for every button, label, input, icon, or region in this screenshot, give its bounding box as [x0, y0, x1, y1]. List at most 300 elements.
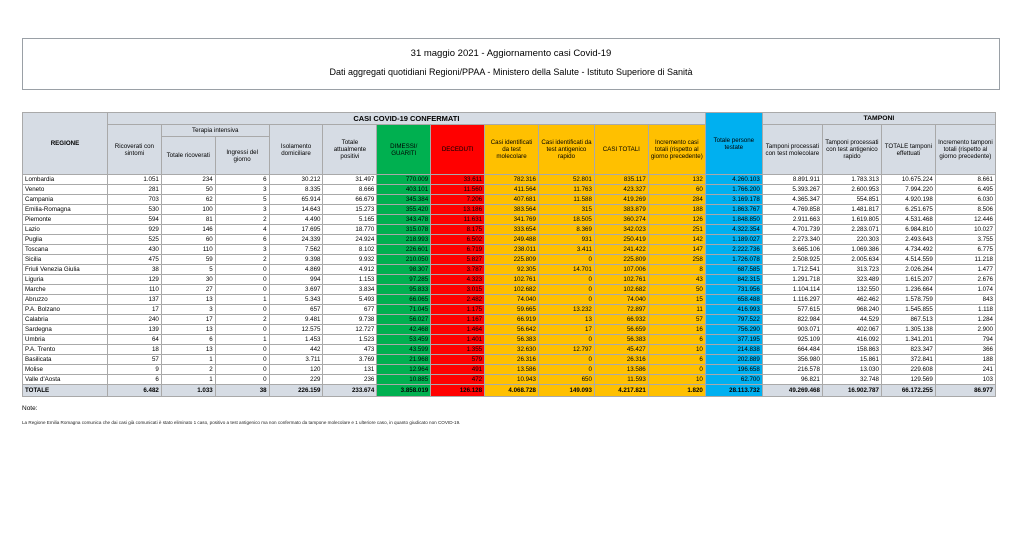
value-cell: 579: [431, 355, 485, 365]
value-cell: 6: [648, 355, 705, 365]
value-cell: 12.575: [269, 325, 323, 335]
value-cell: 360.274: [594, 215, 648, 225]
report-title-box: [22, 38, 1000, 90]
value-cell: 0: [215, 375, 269, 385]
value-cell: 53.459: [377, 335, 431, 345]
value-cell: 30: [161, 275, 215, 285]
table-row: [23, 235, 996, 245]
value-cell: 835.117: [594, 175, 648, 185]
table-row: [23, 285, 996, 295]
value-cell: 95.833: [377, 285, 431, 295]
value-cell: 49.269.468: [762, 385, 822, 397]
region-name-cell: Marche: [23, 285, 108, 295]
value-cell: 28.113.732: [705, 385, 762, 397]
table-row: [23, 205, 996, 215]
value-cell: 4.322.354: [705, 225, 762, 235]
value-cell: 4.920.198: [881, 195, 935, 205]
value-cell: 240: [107, 315, 161, 325]
value-cell: 1.074: [935, 285, 995, 295]
value-cell: 50: [161, 185, 215, 195]
value-cell: 6: [107, 375, 161, 385]
value-cell: 416.092: [822, 335, 881, 345]
value-cell: 3.665.106: [762, 245, 822, 255]
header-totale-tamponi: TOTALE tamponi effettuati: [881, 125, 935, 175]
value-cell: 416.993: [705, 305, 762, 315]
value-cell: 5: [161, 265, 215, 275]
region-name-cell: Valle d'Aosta: [23, 375, 108, 385]
value-cell: 216.578: [762, 365, 822, 375]
value-cell: 13.586: [594, 365, 648, 375]
covid-table-wrap: [22, 112, 996, 397]
value-cell: 102.682: [594, 285, 648, 295]
value-cell: 26.316: [485, 355, 539, 365]
value-cell: 56.659: [594, 325, 648, 335]
value-cell: 100: [161, 205, 215, 215]
value-cell: 188: [935, 355, 995, 365]
value-cell: 52.801: [538, 175, 594, 185]
table-row: [23, 195, 996, 205]
value-cell: 1.051: [107, 175, 161, 185]
value-cell: 43: [648, 275, 705, 285]
value-cell: 0: [215, 325, 269, 335]
value-cell: 13: [538, 315, 594, 325]
region-name-cell: Sardegna: [23, 325, 108, 335]
value-cell: 650: [538, 375, 594, 385]
value-cell: 4.701.739: [762, 225, 822, 235]
header-dimessi-guariti: DIMESSI/ GUARITI: [377, 125, 431, 175]
value-cell: 4.217.821: [594, 385, 648, 397]
value-cell: 32.630: [485, 345, 539, 355]
value-cell: 2.222.736: [705, 245, 762, 255]
covid-data-table: [22, 112, 996, 397]
value-cell: 202.889: [705, 355, 762, 365]
value-cell: 356.980: [762, 355, 822, 365]
header-casi-totali: CASI TOTALI: [594, 125, 648, 175]
value-cell: 4.769.858: [762, 205, 822, 215]
value-cell: 2.900: [935, 325, 995, 335]
value-cell: 2.600.953: [822, 185, 881, 195]
value-cell: 0: [215, 305, 269, 315]
value-cell: 11.218: [935, 255, 995, 265]
table-row: [23, 175, 996, 185]
value-cell: 867.513: [881, 315, 935, 325]
value-cell: 3: [215, 185, 269, 195]
value-cell: 0: [538, 335, 594, 345]
value-cell: 226.601: [377, 245, 431, 255]
value-cell: 6.251.675: [881, 205, 935, 215]
value-cell: 423.327: [594, 185, 648, 195]
value-cell: 0: [538, 285, 594, 295]
value-cell: 794: [935, 335, 995, 345]
table-row: [23, 355, 996, 365]
value-cell: 4.490: [269, 215, 323, 225]
value-cell: 13: [161, 345, 215, 355]
value-cell: 15.861: [822, 355, 881, 365]
value-cell: 249.488: [485, 235, 539, 245]
value-cell: 1.305.138: [881, 325, 935, 335]
value-cell: 1.033: [161, 385, 215, 397]
value-cell: 4.912: [323, 265, 377, 275]
value-cell: 1.820: [648, 385, 705, 397]
value-cell: 229: [269, 375, 323, 385]
region-name-cell: Campania: [23, 195, 108, 205]
value-cell: 3.697: [269, 285, 323, 295]
value-cell: 6: [161, 335, 215, 345]
value-cell: 10.675.224: [881, 175, 935, 185]
value-cell: 1.118: [935, 305, 995, 315]
value-cell: 71.045: [377, 305, 431, 315]
value-cell: 4.260.103: [705, 175, 762, 185]
value-cell: 1.116.297: [762, 295, 822, 305]
value-cell: 11.593: [594, 375, 648, 385]
value-cell: 3: [161, 305, 215, 315]
value-cell: 110: [161, 245, 215, 255]
value-cell: 1.189.027: [705, 235, 762, 245]
value-cell: 341.769: [485, 215, 539, 225]
value-cell: 146: [161, 225, 215, 235]
value-cell: 472: [431, 375, 485, 385]
value-cell: 1.726.078: [705, 255, 762, 265]
value-cell: 442: [269, 345, 323, 355]
header-deceduti: DECEDUTI: [431, 125, 485, 175]
value-cell: 383.879: [594, 205, 648, 215]
table-row: [23, 245, 996, 255]
value-cell: 234: [161, 175, 215, 185]
value-cell: 16: [648, 325, 705, 335]
value-cell: 3.015: [431, 285, 485, 295]
value-cell: 343.478: [377, 215, 431, 225]
value-cell: 10.885: [377, 375, 431, 385]
value-cell: 38: [215, 385, 269, 397]
value-cell: 313.723: [822, 265, 881, 275]
table-row: [23, 345, 996, 355]
value-cell: 126: [648, 215, 705, 225]
value-cell: 473: [323, 345, 377, 355]
value-cell: 126.128: [431, 385, 485, 397]
value-cell: 0: [215, 345, 269, 355]
value-cell: 10: [648, 345, 705, 355]
value-cell: 843: [935, 295, 995, 305]
value-cell: 2: [215, 255, 269, 265]
value-cell: 0: [215, 355, 269, 365]
value-cell: 129: [107, 275, 161, 285]
value-cell: 45.427: [594, 345, 648, 355]
value-cell: 131: [323, 365, 377, 375]
value-cell: 9.398: [269, 255, 323, 265]
value-cell: 149.093: [538, 385, 594, 397]
value-cell: 577.615: [762, 305, 822, 315]
value-cell: 1: [215, 295, 269, 305]
region-name-cell: Sicilia: [23, 255, 108, 265]
value-cell: 225.809: [594, 255, 648, 265]
value-cell: 57: [648, 315, 705, 325]
value-cell: 6.030: [935, 195, 995, 205]
header-incremento-tamponi: Incremento tamponi totali (rispetto al giorno precedente): [935, 125, 995, 175]
value-cell: 62: [161, 195, 215, 205]
value-cell: 994: [269, 275, 323, 285]
value-cell: 147: [648, 245, 705, 255]
value-cell: 132: [648, 175, 705, 185]
table-row: [23, 375, 996, 385]
value-cell: 1: [161, 355, 215, 365]
value-cell: 4.531.468: [881, 215, 935, 225]
value-cell: 12.446: [935, 215, 995, 225]
value-cell: 6.482: [107, 385, 161, 397]
value-cell: 10: [648, 375, 705, 385]
region-name-cell: Molise: [23, 365, 108, 375]
value-cell: 1.863.767: [705, 205, 762, 215]
value-cell: 24.339: [269, 235, 323, 245]
value-cell: 13: [161, 295, 215, 305]
value-cell: 6.502: [431, 235, 485, 245]
value-cell: 102.761: [485, 275, 539, 285]
value-cell: 18.770: [323, 225, 377, 235]
value-cell: 3.169.178: [705, 195, 762, 205]
value-cell: 30.212: [269, 175, 323, 185]
region-name-cell: P.A. Trento: [23, 345, 108, 355]
value-cell: 5.165: [323, 215, 377, 225]
value-cell: 210.050: [377, 255, 431, 265]
value-cell: 15.273: [323, 205, 377, 215]
value-cell: 38: [107, 265, 161, 275]
value-cell: 241.422: [594, 245, 648, 255]
value-cell: 1.766.200: [705, 185, 762, 195]
table-row: [23, 365, 996, 375]
value-cell: 50: [648, 285, 705, 295]
value-cell: 3.711: [269, 355, 323, 365]
value-cell: 530: [107, 205, 161, 215]
value-cell: 9.738: [323, 315, 377, 325]
value-cell: 2: [215, 215, 269, 225]
value-cell: 281: [107, 185, 161, 195]
value-cell: 65.914: [269, 195, 323, 205]
value-cell: 13.586: [485, 365, 539, 375]
value-cell: 0: [538, 255, 594, 265]
header-isolamento-domiciliare: Isolamento domiciliare: [269, 125, 323, 175]
value-cell: 3.858.019: [377, 385, 431, 397]
value-cell: 1.401: [431, 335, 485, 345]
value-cell: 32.748: [822, 375, 881, 385]
header-incremento-casi: Incremento casi totali (rispetto al giorno precedente): [648, 125, 705, 175]
value-cell: 8.666: [323, 185, 377, 195]
value-cell: 120: [269, 365, 323, 375]
report-title: 31 maggio 2021 - Aggiornamento casi Covid-19: [410, 48, 612, 59]
table-row: [23, 325, 996, 335]
value-cell: 2.493.643: [881, 235, 935, 245]
value-cell: 1.712.541: [762, 265, 822, 275]
value-cell: 1.578.759: [881, 295, 935, 305]
header-casi-test-molecolare: Casi identificati da test molecolare: [485, 125, 539, 175]
value-cell: 6.775: [935, 245, 995, 255]
value-cell: 4.514.559: [881, 255, 935, 265]
value-cell: 56.383: [594, 335, 648, 345]
value-cell: 56.642: [485, 325, 539, 335]
value-cell: 139: [107, 325, 161, 335]
value-cell: 1.355: [431, 345, 485, 355]
header-totale-attualmente-positivi: Totale attualmente positivi: [323, 125, 377, 175]
value-cell: 594: [107, 215, 161, 225]
value-cell: 0: [215, 275, 269, 285]
header-casi-test-antigenico: Casi identificati da test antigenico rapido: [538, 125, 594, 175]
region-name-cell: Calabria: [23, 315, 108, 325]
value-cell: 968.240: [822, 305, 881, 315]
value-cell: 14.643: [269, 205, 323, 215]
value-cell: 214.838: [705, 345, 762, 355]
value-cell: 315: [538, 205, 594, 215]
value-cell: 0: [538, 275, 594, 285]
value-cell: 13.030: [822, 365, 881, 375]
value-cell: 797.522: [705, 315, 762, 325]
value-cell: 2.508.925: [762, 255, 822, 265]
value-cell: 74.040: [594, 295, 648, 305]
value-cell: 12.797: [538, 345, 594, 355]
value-cell: 233.674: [323, 385, 377, 397]
value-cell: 8.891.911: [762, 175, 822, 185]
value-cell: 8.661: [935, 175, 995, 185]
value-cell: 2.283.071: [822, 225, 881, 235]
value-cell: 66.065: [377, 295, 431, 305]
header-casi-confermati: CASI COVID-19 CONFERMATI: [107, 113, 705, 125]
table-row: [23, 265, 996, 275]
region-name-cell: Piemonte: [23, 215, 108, 225]
value-cell: 525: [107, 235, 161, 245]
value-cell: 12.727: [323, 325, 377, 335]
value-cell: 27: [161, 285, 215, 295]
region-name-cell: Abruzzo: [23, 295, 108, 305]
value-cell: 1.477: [935, 265, 995, 275]
value-cell: 430: [107, 245, 161, 255]
table-row: [23, 225, 996, 235]
value-cell: 1.848.850: [705, 215, 762, 225]
value-cell: 2.273.340: [762, 235, 822, 245]
region-name-cell: Umbria: [23, 335, 108, 345]
value-cell: 1.153: [323, 275, 377, 285]
region-name-cell: Emilia-Romagna: [23, 205, 108, 215]
value-cell: 86.977: [935, 385, 995, 397]
value-cell: 345.384: [377, 195, 431, 205]
value-cell: 383.564: [485, 205, 539, 215]
value-cell: 17.695: [269, 225, 323, 235]
value-cell: 1.167: [431, 315, 485, 325]
value-cell: 5.827: [431, 255, 485, 265]
value-cell: 2.911.663: [762, 215, 822, 225]
value-cell: 1.284: [935, 315, 995, 325]
value-cell: 24.924: [323, 235, 377, 245]
value-cell: 822.984: [762, 315, 822, 325]
value-cell: 21.968: [377, 355, 431, 365]
value-cell: 1: [215, 335, 269, 345]
value-cell: 107.006: [594, 265, 648, 275]
table-row: [23, 255, 996, 265]
table-body: [23, 175, 996, 397]
value-cell: 1.104.114: [762, 285, 822, 295]
total-row: [23, 385, 996, 397]
value-cell: 12.964: [377, 365, 431, 375]
value-cell: 8: [648, 265, 705, 275]
value-cell: 59.665: [485, 305, 539, 315]
value-cell: 931: [538, 235, 594, 245]
value-cell: 0: [215, 265, 269, 275]
value-cell: 4: [215, 225, 269, 235]
header-tamponi-antigenico: Tamponi processati con test antigenico rapido: [822, 125, 881, 175]
value-cell: 2: [161, 365, 215, 375]
value-cell: 3: [215, 245, 269, 255]
value-cell: 11.560: [431, 185, 485, 195]
value-cell: 491: [431, 365, 485, 375]
value-cell: 1.236.664: [881, 285, 935, 295]
value-cell: 4.869: [269, 265, 323, 275]
value-cell: 6: [215, 235, 269, 245]
value-cell: 66.919: [485, 315, 539, 325]
value-cell: 3.834: [323, 285, 377, 295]
value-cell: 60: [161, 235, 215, 245]
region-name-cell: Basilicata: [23, 355, 108, 365]
value-cell: 59: [161, 255, 215, 265]
value-cell: 3.411: [538, 245, 594, 255]
value-cell: 2: [215, 315, 269, 325]
value-cell: 10.943: [485, 375, 539, 385]
value-cell: 31.497: [323, 175, 377, 185]
header-tamponi-molecolare: Tamponi processati con test molecolare: [762, 125, 822, 175]
region-name-cell: Toscana: [23, 245, 108, 255]
value-cell: 238.011: [485, 245, 539, 255]
value-cell: 372.841: [881, 355, 935, 365]
value-cell: 74.040: [485, 295, 539, 305]
value-cell: 842.315: [705, 275, 762, 285]
value-cell: 8.369: [538, 225, 594, 235]
value-cell: 9.481: [269, 315, 323, 325]
value-cell: 15: [648, 295, 705, 305]
value-cell: 17: [161, 315, 215, 325]
table-row: [23, 275, 996, 285]
table-row: [23, 215, 996, 225]
value-cell: 5.493: [323, 295, 377, 305]
value-cell: 250.419: [594, 235, 648, 245]
region-name-cell: TOTALE: [23, 385, 108, 397]
value-cell: 11.588: [538, 195, 594, 205]
value-cell: 782.316: [485, 175, 539, 185]
table-row: [23, 335, 996, 345]
value-cell: 8.175: [431, 225, 485, 235]
value-cell: 9.932: [323, 255, 377, 265]
header-ingressi-del-giorno: Ingressi del giorno: [215, 137, 269, 175]
value-cell: 92.305: [485, 265, 539, 275]
value-cell: 26.316: [594, 355, 648, 365]
value-cell: 664.484: [762, 345, 822, 355]
value-cell: 8.335: [269, 185, 323, 195]
header-totale-ricoverati: Totale ricoverati: [161, 137, 215, 175]
value-cell: 62.700: [705, 375, 762, 385]
value-cell: 56.383: [485, 335, 539, 345]
value-cell: 1.523: [323, 335, 377, 345]
value-cell: 475: [107, 255, 161, 265]
value-cell: 13.186: [431, 205, 485, 215]
value-cell: 6.495: [935, 185, 995, 195]
value-cell: 903.071: [762, 325, 822, 335]
value-cell: 11.631: [431, 215, 485, 225]
value-cell: 687.585: [705, 265, 762, 275]
value-cell: 2.005.634: [822, 255, 881, 265]
value-cell: 7.206: [431, 195, 485, 205]
value-cell: 9: [107, 365, 161, 375]
value-cell: 57: [107, 355, 161, 365]
value-cell: 196.658: [705, 365, 762, 375]
value-cell: 137: [107, 295, 161, 305]
value-cell: 1.069.386: [822, 245, 881, 255]
header-terapia-intensiva: Terapia intensiva: [161, 125, 269, 137]
value-cell: 102.682: [485, 285, 539, 295]
value-cell: 7.994.220: [881, 185, 935, 195]
